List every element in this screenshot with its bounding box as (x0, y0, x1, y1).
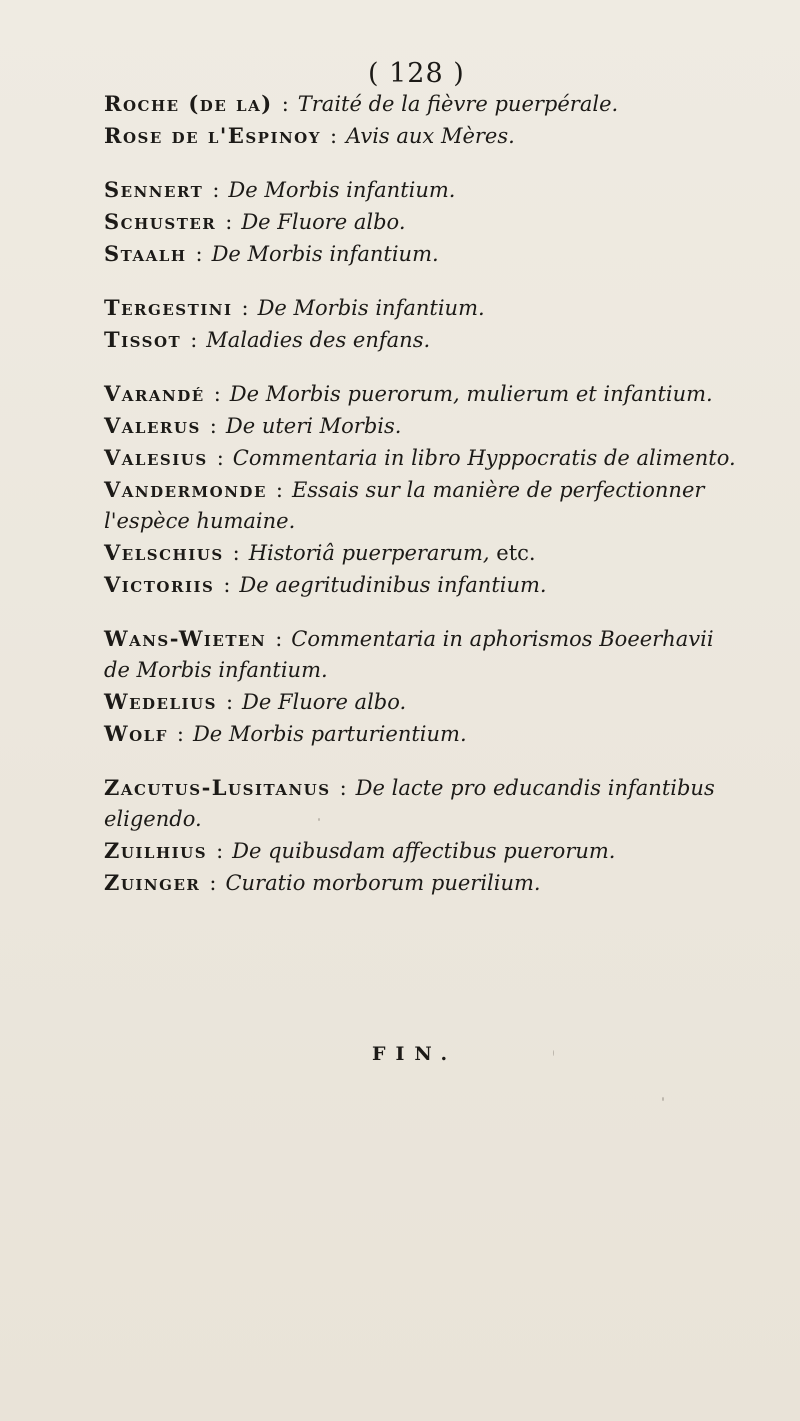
entry-title: De Morbis infantium. (257, 296, 485, 320)
bibliography-entry (104, 238, 784, 270)
bibliography-entry (104, 772, 784, 835)
bibliography-entry (104, 835, 784, 867)
entry-title: Essais sur la manière de perfectionner (291, 478, 705, 502)
entry-author: Varandé (104, 381, 205, 406)
entry-author: Vandermonde (104, 477, 267, 502)
entry-title: De Morbis infantium. (211, 242, 439, 266)
entry-separator: : (241, 296, 249, 320)
entry-separator: : (209, 414, 217, 438)
bibliography-entry (104, 410, 784, 442)
entry-author: Roche (de la) (104, 91, 273, 116)
entry-title: De lacte pro educandis infantibus (355, 776, 715, 800)
entry-separator: : (213, 382, 221, 406)
bibliography-entry (104, 206, 784, 238)
entry-title: Curatio morborum puerilium. (225, 871, 541, 895)
end-mark: FIN. (372, 1043, 458, 1065)
bibliography-entry (104, 324, 784, 356)
bibliography-entry (104, 537, 784, 569)
bibliography-list (104, 88, 784, 899)
bibliography-entry (104, 442, 784, 474)
entry-separator: : (190, 328, 198, 352)
entry-title-continued: eligendo. (104, 807, 202, 831)
bibliography-entry (104, 867, 784, 899)
entry-author: Sennert (104, 177, 204, 202)
page-number: ( 128 ) (368, 58, 465, 89)
entry-title: De Morbis parturientium. (192, 722, 467, 746)
entry-separator: : (225, 210, 233, 234)
entry-title: Historiâ puerperarum, (248, 541, 490, 565)
entry-author: Tissot (104, 327, 182, 352)
entry-author: Tergestini (104, 295, 233, 320)
entry-author: Staalh (104, 241, 187, 266)
bibliography-entry (104, 718, 784, 750)
entry-separator: : (275, 627, 283, 651)
paper-speck (662, 1097, 664, 1101)
entry-title-continued: de Morbis infantium. (104, 658, 328, 682)
entry-title: Traité de la fièvre puerpérale. (297, 92, 619, 116)
entry-separator: : (281, 92, 289, 116)
entry-title: Commentaria in aphorismos Boeerhavii (291, 627, 714, 651)
bibliography-entry (104, 569, 784, 601)
bibliography-entry (104, 474, 784, 537)
entry-title: De Fluore albo. (242, 690, 407, 714)
paper-speck (318, 818, 320, 821)
entry-separator: : (216, 839, 224, 863)
entry-separator: : (176, 722, 184, 746)
bibliography-entry (104, 378, 784, 410)
entry-title: De Morbis puerorum, mulierum et infantium. (229, 382, 713, 406)
entry-author: Valesius (104, 445, 208, 470)
entry-author: Wedelius (104, 689, 217, 714)
entry-title-suffix: etc. (496, 541, 536, 565)
entry-title-continued: l'espèce humaine. (104, 509, 296, 533)
entry-title: De Morbis infantium. (228, 178, 456, 202)
entry-author: Wans-Wieten (104, 626, 267, 651)
entry-author: Valerus (104, 413, 201, 438)
entry-separator: : (275, 478, 283, 502)
bibliography-entry (104, 174, 784, 206)
bibliography-entry (104, 686, 784, 718)
entry-author: Zacutus-Lusitanus (104, 775, 331, 800)
entry-title: Avis aux Mères. (346, 124, 515, 148)
entry-author: Wolf (104, 721, 168, 746)
entry-title: De uteri Morbis. (225, 414, 402, 438)
entry-separator: : (223, 573, 231, 597)
paper-speck (553, 1050, 554, 1056)
entry-separator: : (209, 871, 217, 895)
entry-separator: : (212, 178, 220, 202)
entry-title: De quibusdam affectibus puerorum. (232, 839, 616, 863)
entry-author: Victoriis (104, 572, 215, 597)
bibliography-entry (104, 623, 784, 686)
entry-title: Maladies des enfans. (206, 328, 431, 352)
entry-author: Velschius (104, 540, 224, 565)
entry-author: Zuilhius (104, 838, 208, 863)
entry-separator: : (232, 541, 240, 565)
entry-separator: : (329, 124, 338, 148)
entry-separator: : (339, 776, 347, 800)
bibliography-entry (104, 120, 784, 152)
entry-author: Schuster (104, 209, 217, 234)
entry-author: Zuinger (104, 870, 201, 895)
entry-title: Commentaria in libro Hyppocratis de alimento. (232, 446, 736, 470)
entry-separator: : (216, 446, 224, 470)
entry-author: Rose de l'Espinoy (104, 123, 321, 148)
entry-title: De aegritudinibus infantium. (239, 573, 547, 597)
entry-separator: : (225, 690, 234, 714)
bibliography-entry (104, 292, 784, 324)
entry-separator: : (195, 242, 203, 266)
bibliography-entry (104, 88, 784, 120)
entry-title: De Fluore albo. (241, 210, 406, 234)
